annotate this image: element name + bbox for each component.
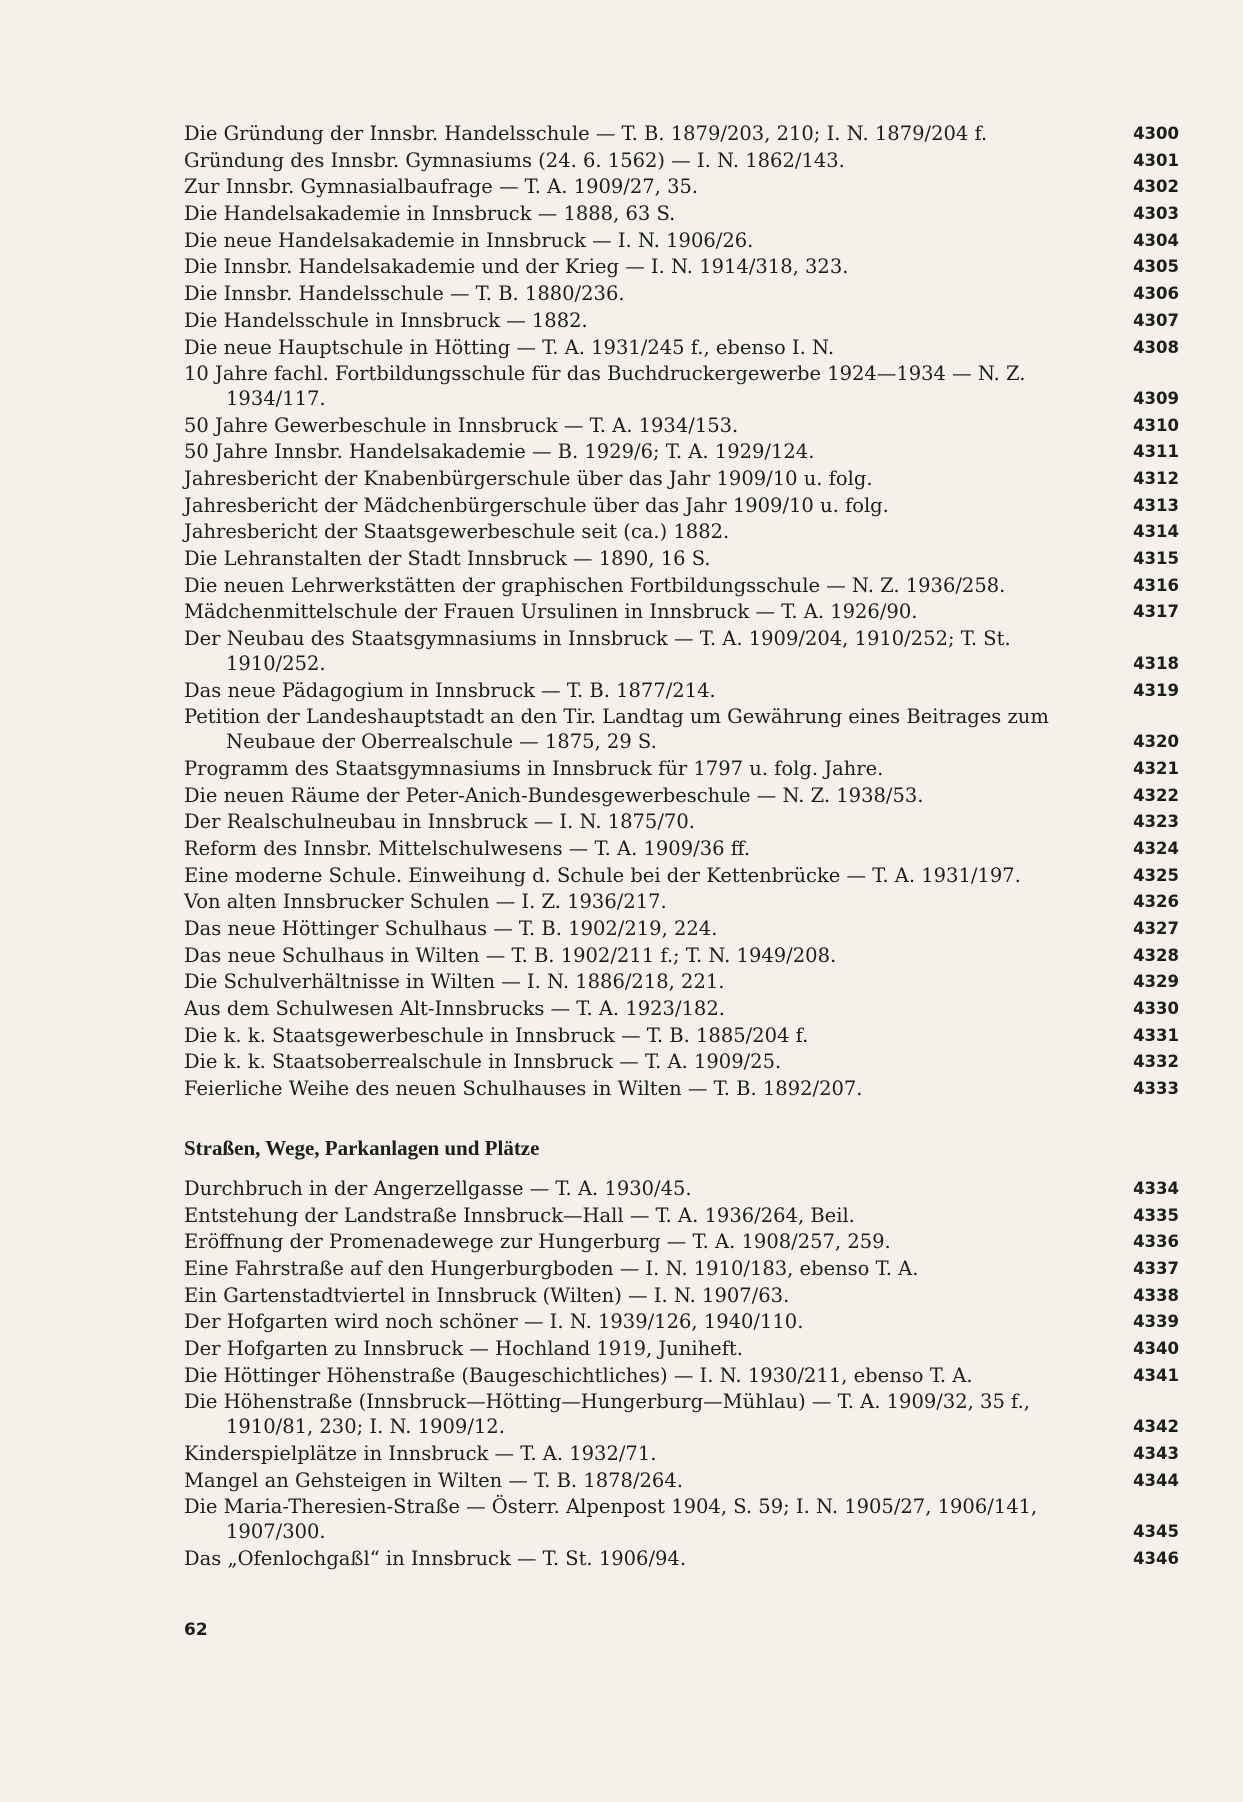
entry-text: Das neue Pädagogium in Innsbruck — T. B. 1877/214. — [184, 678, 716, 702]
entry-text: Jahresbericht der Staatsgewerbeschule seit (ca.) 1882. — [184, 520, 730, 544]
entry-number: 4342 — [1133, 1417, 1179, 1437]
entry-number: 4341 — [1133, 1365, 1179, 1385]
entry-text: Die Handelsschule in Innsbruck — 1882. — [184, 308, 588, 332]
entry-number: 4311 — [1133, 442, 1179, 462]
entry-number: 4315 — [1133, 549, 1179, 569]
entry-number: 4343 — [1133, 1443, 1179, 1463]
bibliography-entry — [184, 255, 1179, 280]
entry-number: 4330 — [1133, 999, 1179, 1019]
entry-text: Das neue Höttinger Schulhaus — T. B. 1902/219, 224. — [184, 916, 718, 940]
entry-number: 4326 — [1133, 892, 1179, 912]
bibliography-entry — [184, 1364, 1179, 1389]
entry-text: Der Neubau des Staatsgymnasiums in Innsbruck — T. A. 1909/204, 1910/252; T. St. 1910/252. — [184, 627, 1011, 675]
entry-number: 4327 — [1133, 918, 1179, 938]
bibliography-entry — [184, 1547, 1179, 1572]
entry-text: Das „Ofenlochgaßl“ in Innsbruck — T. St. 1906/94. — [184, 1546, 687, 1570]
entry-number: 4332 — [1133, 1052, 1179, 1072]
entry-text: Eröffnung der Promenadewege zur Hungerburg — T. A. 1908/257, 259. — [184, 1230, 891, 1254]
bibliography-entry — [184, 547, 1179, 572]
entry-number: 4334 — [1133, 1178, 1179, 1198]
entry-number: 4329 — [1133, 972, 1179, 992]
entry-text: Die Gründung der Innsbr. Handelsschule — T. B. 1879/203, 210; I. N. 1879/204 f. — [184, 122, 988, 145]
entry-number: 4328 — [1133, 945, 1179, 965]
bibliography-entry — [184, 810, 1179, 835]
entry-text: Die Maria-Theresien-Straße — Österr. Alpenpost 1904, S. 59; I. N. 1905/27, 1906/141, 1907/300. — [184, 1495, 1038, 1544]
entry-text: Der Hofgarten wird noch schöner — I. N. 1939/126, 1940/110. — [184, 1310, 804, 1334]
entry-text: Die neue Handelsakademie in Innsbruck — I. N. 1906/26. — [184, 228, 754, 252]
entry-text: Die Lehranstalten der Stadt Innsbruck — 1890, 16 S. — [184, 547, 711, 571]
entry-number: 4307 — [1133, 310, 1179, 330]
bibliography-entry — [184, 1495, 1179, 1545]
bibliography-column — [184, 122, 1179, 1573]
entry-number: 4319 — [1133, 680, 1179, 700]
section-heading: Straßen, Wege, Parkanlagen und Plätze — [184, 1135, 540, 1160]
entry-number: 4331 — [1133, 1025, 1179, 1045]
entry-number: 4320 — [1133, 732, 1179, 752]
entry-number: 4321 — [1133, 758, 1179, 778]
entry-text: Die Innsbr. Handelsakademie und der Krieg — I. N. 1914/318, 323. — [184, 255, 849, 279]
entry-number: 4322 — [1133, 785, 1179, 805]
entry-text: Die neue Hauptschule in Hötting — T. A. 1931/245 f., ebenso I. N. — [184, 335, 835, 359]
entry-text: Der Realschulneubau in Innsbruck — I. N. 1875/70. — [184, 810, 695, 834]
bibliography-entry — [184, 1390, 1179, 1440]
bibliography-entry — [184, 784, 1179, 809]
entry-number: 4316 — [1133, 575, 1179, 595]
bibliography-entry — [184, 1257, 1179, 1282]
entry-number: 4309 — [1133, 388, 1179, 408]
entry-text: Das neue Schulhaus in Wilten — T. B. 1902/211 f.; T. N. 1949/208. — [184, 943, 837, 967]
bibliography-entry — [184, 1204, 1179, 1229]
bibliography-entry — [184, 122, 1179, 147]
bibliography-entry — [184, 229, 1179, 254]
entry-text: Mädchenmittelschule der Frauen Ursulinen in Innsbruck — T. A. 1926/90. — [184, 600, 918, 624]
entry-number: 4337 — [1133, 1258, 1179, 1278]
bibliography-entry — [184, 1050, 1179, 1075]
entry-text: Petition der Landeshauptstadt an den Tir. Landtag um Gewährung eines Beitrages zum Neubaue der Oberrealschule — 1875, 29 S. — [184, 705, 1049, 754]
entry-number: 4338 — [1133, 1285, 1179, 1305]
school-entries-list — [184, 122, 1179, 1102]
entry-text: Die Höttinger Höhenstraße (Baugeschichtliches) — I. N. 1930/211, ebenso T. A. — [184, 1363, 973, 1387]
bibliography-entry — [184, 1442, 1179, 1467]
entry-text: Mangel an Gehsteigen in Wilten — T. B. 1878/264. — [184, 1468, 683, 1492]
entry-number: 4346 — [1133, 1548, 1179, 1568]
entry-text: Die Schulverhältnisse in Wilten — I. N. 1886/218, 221. — [184, 970, 725, 994]
bibliography-entry — [184, 414, 1179, 439]
entry-text: Von alten Innsbrucker Schulen — I. Z. 1936/217. — [184, 890, 667, 914]
entry-text: Die neuen Räume der Peter-Anich-Bundesgewerbeschule — N. Z. 1938/53. — [184, 783, 924, 807]
entry-number: 4302 — [1133, 177, 1179, 197]
entry-number: 4335 — [1133, 1205, 1179, 1225]
bibliography-entry — [184, 336, 1179, 361]
bibliography-entry — [184, 440, 1179, 465]
entry-number: 4324 — [1133, 838, 1179, 858]
entry-number: 4317 — [1133, 602, 1179, 622]
bibliography-entry — [184, 679, 1179, 704]
entry-text: 50 Jahre Gewerbeschule in Innsbruck — T. A. 1934/153. — [184, 413, 739, 437]
entry-text: Entstehung der Landstraße Innsbruck—Hall — T. A. 1936/264, Beil. — [184, 1203, 855, 1227]
bibliography-entry — [184, 890, 1179, 915]
entry-text: Gründung des Innsbr. Gymnasiums (24. 6. 1562) — I. N. 1862/143. — [184, 148, 845, 172]
entry-text: Die k. k. Staatsoberrealschule in Innsbruck — T. A. 1909/25. — [184, 1050, 782, 1074]
bibliography-entry — [184, 997, 1179, 1022]
entry-text: 50 Jahre Innsbr. Handelsakademie — B. 1929/6; T. A. 1929/124. — [184, 440, 815, 464]
entry-number: 4300 — [1133, 124, 1179, 143]
bibliography-entry — [184, 1230, 1179, 1255]
entry-text: Eine Fahrstraße auf den Hungerburgboden — I. N. 1910/183, ebenso T. A. — [184, 1256, 919, 1280]
bibliography-entry — [184, 944, 1179, 969]
entry-text: 10 Jahre fachl. Fortbildungsschule für das Buchdruckergewerbe 1924—1934 — N. Z. 1934/117. — [184, 362, 1026, 410]
entry-number: 4344 — [1133, 1470, 1179, 1490]
entry-text: Zur Innsbr. Gymnasialbaufrage — T. A. 1909/27, 35. — [184, 175, 699, 199]
entry-text: Die k. k. Staatsgewerbeschule in Innsbruck — T. B. 1885/204 f. — [184, 1023, 809, 1047]
entry-number: 4306 — [1133, 284, 1179, 304]
entry-text: Eine moderne Schule. Einweihung d. Schule bei der Kettenbrücke — T. A. 1931/197. — [184, 863, 1021, 887]
bibliography-entry — [184, 864, 1179, 889]
bibliography-entry — [184, 362, 1179, 412]
entry-text: Durchbruch in der Angerzellgasse — T. A. 1930/45. — [184, 1176, 692, 1200]
bibliography-entry — [184, 1310, 1179, 1335]
bibliography-entry — [184, 705, 1179, 755]
entry-number: 4301 — [1133, 150, 1179, 170]
bibliography-entry — [184, 1284, 1179, 1309]
entry-text: Feierliche Weihe des neuen Schulhauses in Wilten — T. B. 1892/207. — [184, 1077, 863, 1101]
streets-entries-list — [184, 1177, 1179, 1572]
bibliography-entry — [184, 494, 1179, 519]
entry-text: Jahresbericht der Mädchenbürgerschule über das Jahr 1909/10 u. folg. — [184, 493, 889, 517]
entry-number: 4325 — [1133, 865, 1179, 885]
entry-text: Jahresbericht der Knabenbürgerschule über das Jahr 1909/10 u. folg. — [184, 467, 873, 491]
entry-text: Die Innsbr. Handelsschule — T. B. 1880/236. — [184, 282, 625, 306]
entry-text: Aus dem Schulwesen Alt-Innsbrucks — T. A. 1923/182. — [184, 997, 725, 1021]
entry-text: Kinderspielplätze in Innsbruck — T. A. 1932/71. — [184, 1441, 657, 1465]
bibliography-entry — [184, 1024, 1179, 1049]
entry-number: 4340 — [1133, 1339, 1179, 1358]
bibliography-entry — [184, 627, 1179, 677]
bibliography-entry — [184, 600, 1179, 625]
entry-text: Ein Gartenstadtviertel in Innsbruck (Wilten) — I. N. 1907/63. — [184, 1283, 790, 1307]
bibliography-entry — [184, 467, 1179, 492]
entry-number: 4304 — [1133, 230, 1179, 250]
bibliography-entry — [184, 282, 1179, 307]
entry-number: 4333 — [1133, 1079, 1179, 1099]
entry-text: Die Handelsakademie in Innsbruck — 1888, 63 S. — [184, 202, 676, 226]
entry-number: 4314 — [1133, 522, 1179, 542]
bibliography-entry — [184, 520, 1179, 545]
entry-number: 4336 — [1133, 1232, 1179, 1252]
entry-text: Die neuen Lehrwerkstätten der graphischen Fortbildungsschule — N. Z. 1936/258. — [184, 573, 1006, 597]
entry-text: Programm des Staatsgymnasiums in Innsbruck für 1797 u. folg. Jahre. — [184, 756, 884, 780]
bibliography-entry — [184, 970, 1179, 995]
page-number: 62 — [184, 1620, 208, 1640]
entry-text: Reform des Innsbr. Mittelschulwesens — T. A. 1909/36 ff. — [184, 836, 751, 860]
bibliography-entry — [184, 837, 1179, 862]
bibliography-entry — [184, 175, 1179, 200]
entry-text: Der Hofgarten zu Innsbruck — Hochland 1919, Juniheft. — [184, 1337, 743, 1360]
entry-number: 4339 — [1133, 1312, 1179, 1332]
bibliography-entry — [184, 1177, 1179, 1202]
bibliography-entry — [184, 1077, 1179, 1102]
entry-number: 4313 — [1133, 495, 1179, 515]
entry-number: 4323 — [1133, 812, 1179, 832]
entry-number: 4318 — [1133, 653, 1179, 673]
bibliography-entry — [184, 1337, 1179, 1362]
entry-number: 4303 — [1133, 204, 1179, 224]
entry-number: 4312 — [1133, 469, 1179, 489]
bibliography-entry — [184, 149, 1179, 174]
bibliography-entry — [184, 202, 1179, 227]
entry-number: 4345 — [1133, 1522, 1179, 1542]
bibliography-entry — [184, 917, 1179, 942]
entry-number: 4305 — [1133, 257, 1179, 277]
entry-number: 4310 — [1133, 415, 1179, 435]
bibliography-entry — [184, 757, 1179, 782]
entry-text: Die Höhenstraße (Innsbruck—Hötting—Hungerburg—Mühlau) — T. A. 1909/32, 35 f., 1910/81, 230; I. N. 1909/12. — [184, 1390, 1030, 1439]
bibliography-entry — [184, 574, 1179, 599]
bibliography-entry — [184, 1469, 1179, 1494]
entry-number: 4308 — [1133, 337, 1179, 357]
bibliography-entry — [184, 309, 1179, 334]
